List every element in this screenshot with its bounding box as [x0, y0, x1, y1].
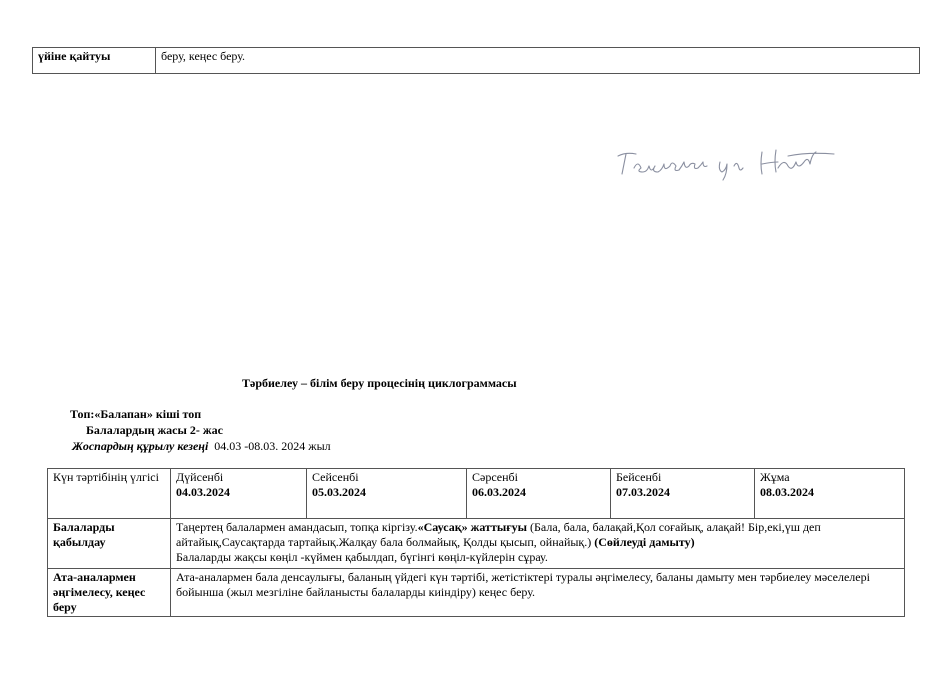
signature-text: Тексерілді Н.наз	[612, 140, 620, 141]
exercise-text: (Бала, бала, балақай,Қол соғайық, алақай! Бір,екі,үш деп айтайық,Саусақтарда тартайық.Жалқау бала болмайық, Қолды қысып, ойнайық.)	[176, 520, 821, 549]
header-day-thursday	[611, 469, 755, 519]
table-row	[48, 569, 905, 617]
day-date: 08.03.2024	[760, 485, 814, 499]
table-row	[48, 519, 905, 569]
day-name: Жұма	[760, 470, 790, 484]
day-name: Дүйсенбі	[176, 470, 224, 484]
group-label: Топ:	[70, 407, 95, 421]
row-label: үйіне қайтуы	[33, 48, 156, 74]
document-title: Тәрбиелеу – білім беру процесінің циклограммасы	[242, 376, 517, 390]
row-text: беру, кеңес беру.	[156, 48, 920, 74]
row-label: Ата-аналармен әңгімелесу, кеңес беру	[48, 569, 171, 617]
handwritten-signature	[612, 140, 842, 190]
day-date: 05.03.2024	[312, 485, 366, 499]
exercise-title: «Саусақ» жаттығуы	[417, 520, 528, 534]
row-content	[171, 519, 905, 569]
row-content: Ата-аналармен бала денсаулығы, баланың үйдегі күн тәртібі, жетістіктері туралы әңгімелесу, баланы дамыту мен тәрбиелеу мәселелері бойынша (жыл мезгіліне байланысты балаларды киіндіру) кеңес беру.	[171, 569, 905, 617]
day-name: Сәрсенбі	[472, 470, 518, 484]
table-row	[33, 48, 920, 74]
group-value: «Балапан» кіші топ	[94, 407, 202, 421]
day-date: 07.03.2024	[616, 485, 670, 499]
day-name: Сейсенбі	[312, 470, 359, 484]
row-text-extra: Балаларды жақсы көңіл -күймен қабылдап, бүгінгі көңіл-күйлерін сұрау.	[176, 550, 548, 564]
row-text: Таңертең балалармен амандасып, топқа кіргізу.	[176, 520, 418, 534]
day-name: Бейсенбі	[616, 470, 662, 484]
age-line: Балалардың жасы 2- жас	[86, 423, 223, 437]
schedule-table	[47, 468, 905, 617]
row-label: Балаларды қабылдау	[48, 519, 171, 569]
header-day-tuesday	[307, 469, 467, 519]
header-first-cell: Күн тәртібінің үлгісі	[48, 469, 171, 519]
group-line	[70, 407, 201, 422]
day-date: 04.03.2024	[176, 485, 230, 499]
development-area: (Сөйлеуді дамыту)	[594, 535, 695, 549]
period-label: Жоспардың құрылу кезеңі	[72, 439, 209, 453]
period-line	[72, 439, 331, 454]
header-day-wednesday	[467, 469, 611, 519]
header-day-friday	[755, 469, 905, 519]
header-day-monday	[171, 469, 307, 519]
period-value: 04.03 -08.03. 2024 жыл	[214, 439, 331, 453]
table-header-row	[48, 469, 905, 519]
day-date: 06.03.2024	[472, 485, 526, 499]
previous-page-table	[32, 47, 920, 74]
